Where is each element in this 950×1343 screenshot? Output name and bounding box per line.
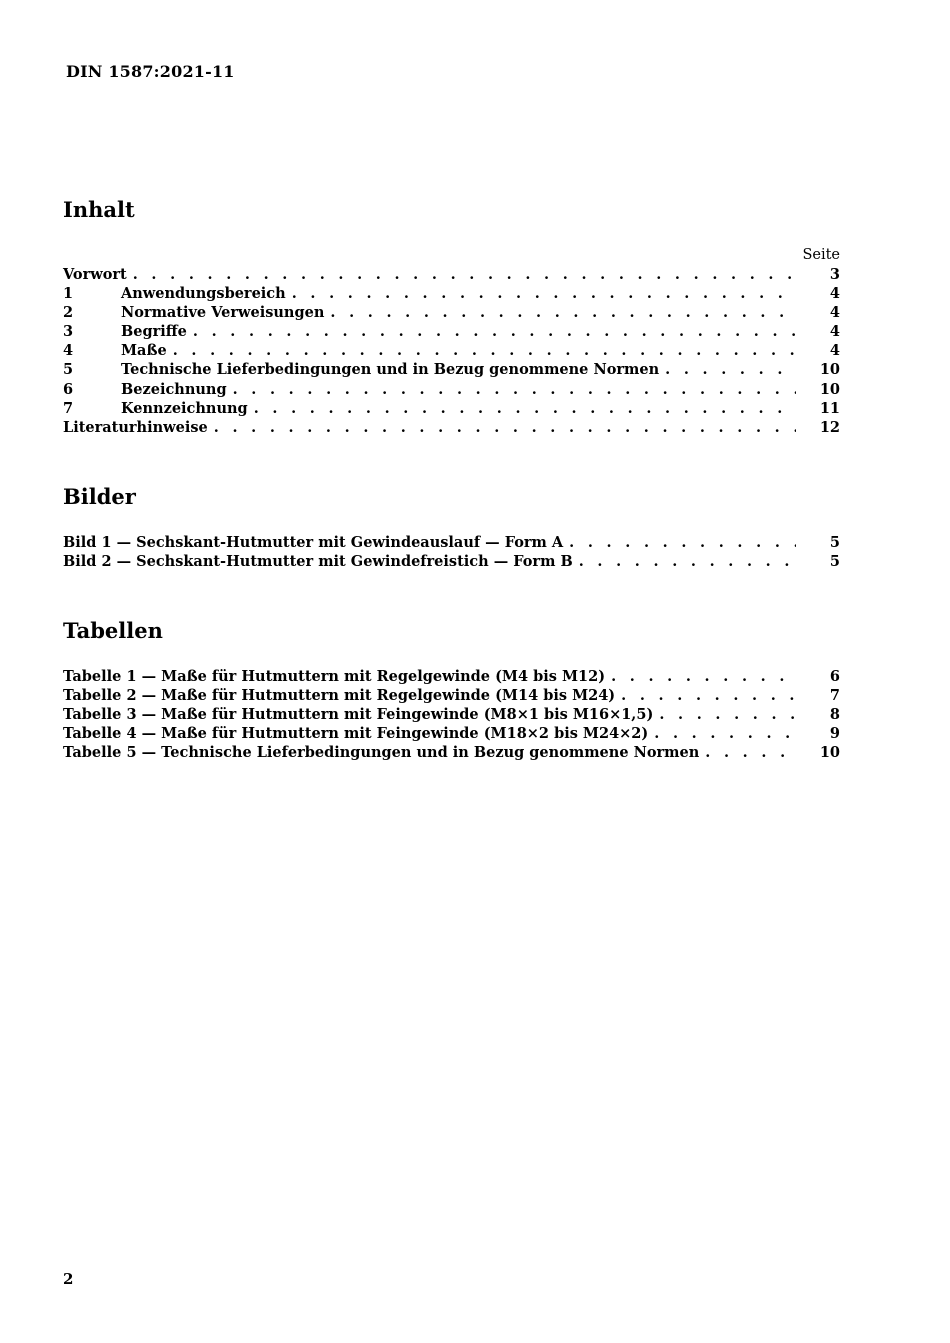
table-entry-label: Tabelle 2 — Maße für Hutmuttern mit Regelgewinde (M14 bis M24) bbox=[63, 686, 621, 705]
toc-entry-number: 6 bbox=[63, 380, 74, 398]
table-entry-label: Tabelle 1 — Maße für Hutmuttern mit Regelgewinde (M4 bis M12) bbox=[63, 667, 611, 686]
tabellen-heading: Tabellen bbox=[63, 618, 163, 643]
figure-entry-label: Bild 1 — Sechskant-Hutmutter mit Gewindeauslauf — Form A bbox=[63, 533, 569, 552]
toc-entry-1[interactable] bbox=[63, 284, 840, 303]
table-entry-page: 9 bbox=[829, 725, 840, 743]
figure-entry-page: 5 bbox=[829, 553, 840, 571]
toc-entry-page: 3 bbox=[829, 266, 840, 283]
toc-entry-6[interactable] bbox=[63, 380, 840, 399]
table-entry-3[interactable] bbox=[63, 705, 840, 724]
toc-entry-label: Kennzeichnung bbox=[121, 399, 254, 418]
table-entry-1[interactable] bbox=[63, 667, 840, 686]
figure-entry-page: 5 bbox=[829, 534, 840, 551]
toc-entry-vorwort[interactable] bbox=[63, 265, 840, 284]
dot-leader bbox=[193, 322, 796, 341]
toc-entry-label: Maße bbox=[121, 341, 173, 360]
dot-leader bbox=[173, 341, 796, 360]
bilder-list bbox=[63, 533, 840, 571]
tabellen-list bbox=[63, 667, 840, 762]
toc-entry-4[interactable] bbox=[63, 341, 840, 360]
toc-entry-page: 10 bbox=[819, 380, 840, 398]
toc-entry-page: 4 bbox=[829, 285, 840, 303]
toc-entry-page: 12 bbox=[819, 418, 840, 436]
dot-leader bbox=[292, 284, 796, 303]
toc-entry-number: 4 bbox=[63, 342, 74, 360]
toc-entry-literaturhinweise[interactable] bbox=[63, 418, 840, 437]
toc-entry-label: Anwendungsbereich bbox=[121, 284, 292, 303]
dot-leader bbox=[214, 418, 796, 437]
toc-entry-label: Begriffe bbox=[121, 322, 193, 341]
dot-leader bbox=[665, 360, 796, 379]
dot-leader bbox=[569, 533, 796, 552]
table-entry-label: Tabelle 3 — Maße für Hutmuttern mit Feingewinde (M8×1 bis M16×1,5) bbox=[63, 705, 659, 724]
toc-entry-number: 7 bbox=[63, 399, 74, 417]
table-entry-page: 8 bbox=[829, 706, 840, 724]
dot-leader bbox=[621, 686, 796, 705]
toc-entry-page: 4 bbox=[829, 342, 840, 360]
toc-entry-page: 4 bbox=[829, 323, 840, 341]
dot-leader bbox=[133, 265, 796, 284]
table-entry-page: 7 bbox=[829, 687, 840, 705]
dot-leader bbox=[654, 724, 796, 743]
toc-entry-page: 4 bbox=[829, 304, 840, 322]
figure-entry-2[interactable] bbox=[63, 552, 840, 571]
toc-entry-page: 10 bbox=[819, 361, 840, 379]
toc-entry-number: 3 bbox=[63, 323, 74, 341]
document-id-header: DIN 1587:2021-11 bbox=[66, 62, 235, 81]
toc-entry-3[interactable] bbox=[63, 322, 840, 341]
toc-entry-label: Literaturhinweise bbox=[63, 418, 214, 437]
table-entry-page: 6 bbox=[829, 668, 840, 685]
toc-entry-label: Normative Verweisungen bbox=[121, 303, 330, 322]
dot-leader bbox=[659, 705, 796, 724]
toc-entry-number: 1 bbox=[63, 285, 74, 303]
toc-entry-label: Bezeichnung bbox=[121, 380, 233, 399]
page-number: 2 bbox=[63, 1270, 74, 1288]
inhalt-toc bbox=[63, 246, 840, 437]
toc-entry-page: 11 bbox=[819, 399, 840, 417]
dot-leader bbox=[705, 743, 796, 762]
toc-entry-5[interactable] bbox=[63, 360, 840, 379]
table-entry-2[interactable] bbox=[63, 686, 840, 705]
figure-entry-label: Bild 2 — Sechskant-Hutmutter mit Gewindefreistich — Form B bbox=[63, 552, 579, 571]
table-entry-4[interactable] bbox=[63, 724, 840, 743]
toc-entry-label: Vorwort bbox=[63, 265, 133, 284]
table-entry-label: Tabelle 5 — Technische Lieferbedingungen und in Bezug genommene Normen bbox=[63, 743, 705, 762]
toc-entry-label: Technische Lieferbedingungen und in Bezug genommene Normen bbox=[121, 360, 665, 379]
toc-entry-number: 2 bbox=[63, 304, 74, 322]
table-entry-page: 10 bbox=[819, 744, 840, 762]
dot-leader bbox=[579, 552, 796, 571]
dot-leader bbox=[611, 667, 796, 686]
toc-entry-number: 5 bbox=[63, 361, 74, 379]
bilder-heading: Bilder bbox=[63, 484, 136, 509]
seite-column-label: Seite bbox=[802, 247, 840, 263]
figure-entry-1[interactable] bbox=[63, 533, 840, 552]
dot-leader bbox=[254, 399, 796, 418]
table-entry-label: Tabelle 4 — Maße für Hutmuttern mit Feingewinde (M18×2 bis M24×2) bbox=[63, 724, 654, 743]
dot-leader bbox=[233, 380, 796, 399]
table-entry-5[interactable] bbox=[63, 743, 840, 762]
toc-entry-7[interactable] bbox=[63, 399, 840, 418]
inhalt-heading: Inhalt bbox=[63, 197, 135, 222]
toc-entry-2[interactable] bbox=[63, 303, 840, 322]
dot-leader bbox=[330, 303, 796, 322]
